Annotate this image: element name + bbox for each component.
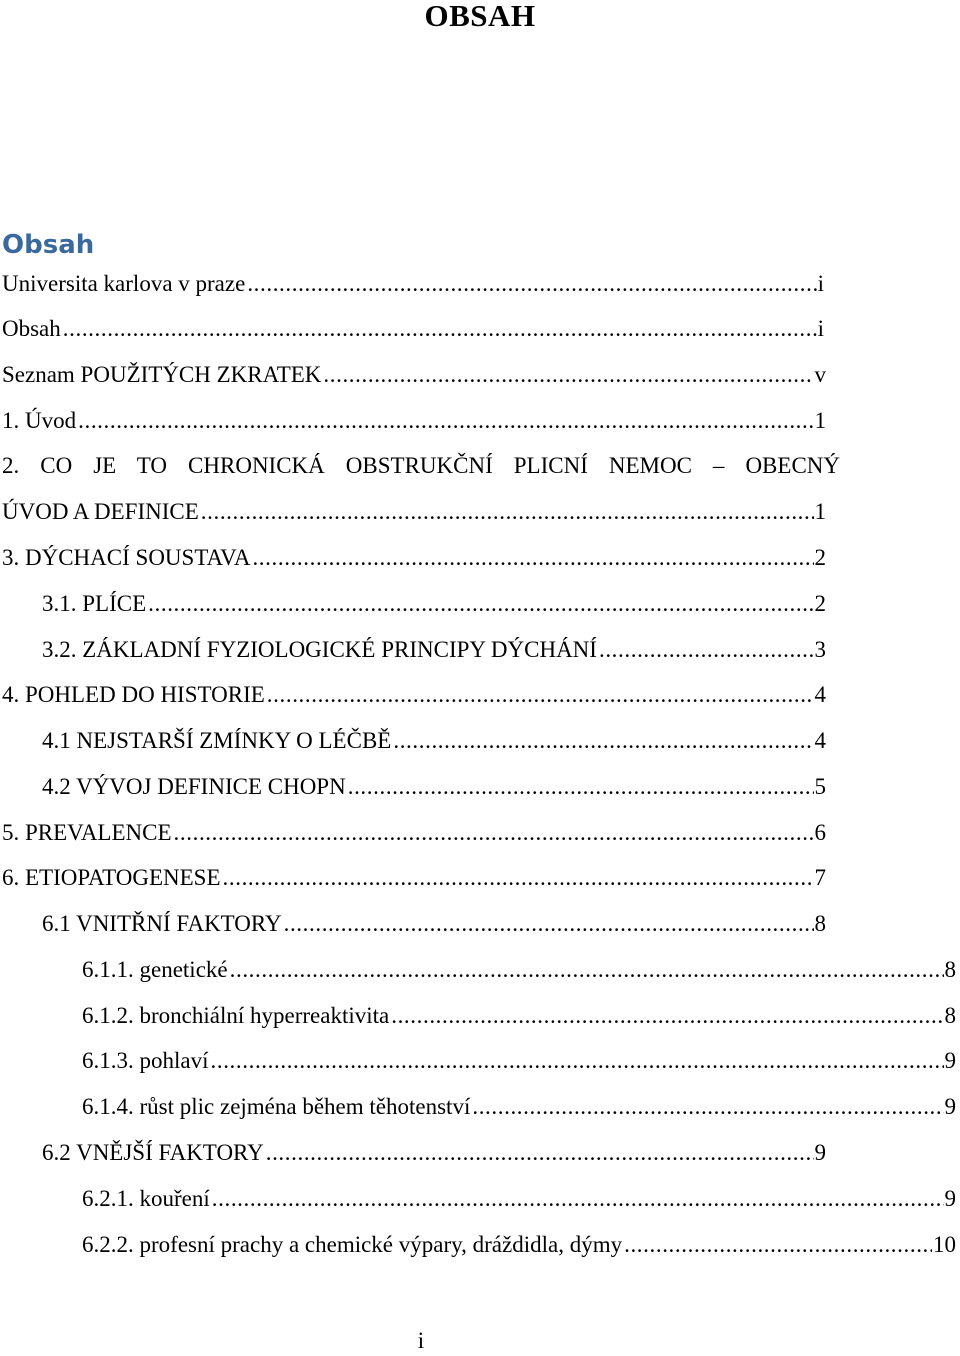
toc-leader-dots — [393, 725, 813, 757]
toc-leader-dots — [267, 679, 814, 711]
toc-heading: Obsah — [2, 230, 95, 260]
toc-entry-vnitrni-faktory[interactable] — [42, 908, 826, 940]
toc-entry-obsah[interactable] — [2, 313, 824, 345]
toc-leader-dots — [201, 496, 814, 528]
toc-entry-page: 9 — [944, 1186, 956, 1211]
toc-entry-label: 6.1.2. bronchiální hyperreaktivita — [82, 1003, 390, 1028]
page-number: i — [417, 1328, 425, 1353]
toc-entry-label: 4.1 NEJSTARŠÍ ZMÍNKY O LÉČBĚ — [42, 728, 392, 753]
toc-entry-label: 3. DÝCHACÍ SOUSTAVA — [2, 545, 251, 570]
toc-leader-dots — [348, 771, 814, 803]
toc-entry-rust-plic[interactable] — [82, 1091, 956, 1123]
toc-entry-chopn-line1[interactable]: 2. CO JE TO CHRONICKÁ OBSTRUKČNÍ PLICNÍ NEMOC – OBECNÝ — [2, 453, 840, 478]
toc-leader-dots — [252, 542, 813, 574]
toc-entry-label: ÚVOD A DEFINICE — [2, 499, 199, 524]
toc-leader-dots — [323, 359, 813, 391]
toc-entry-page: 1 — [814, 408, 826, 433]
toc-entry-vnejsi-faktory[interactable] — [42, 1137, 826, 1169]
toc-leader-dots — [247, 268, 816, 300]
toc-entry-prevalence[interactable] — [2, 817, 826, 849]
toc-leader-dots — [212, 1183, 944, 1215]
toc-entry-label: 1. Úvod — [2, 408, 77, 433]
toc-entry-label: 3.1. PLÍCE — [42, 591, 147, 616]
toc-entry-page: v — [814, 362, 826, 387]
toc-entry-label: 5. PREVALENCE — [2, 820, 172, 845]
toc-entry-page: 10 — [933, 1232, 956, 1257]
toc-leader-dots — [174, 817, 814, 849]
toc-leader-dots — [599, 634, 814, 666]
toc-entry-page: 5 — [814, 774, 826, 799]
toc-leader-dots — [284, 908, 814, 940]
toc-entry-label: 6.1.4. růst plic zejména během těhotenství — [82, 1094, 471, 1119]
toc-leader-dots — [211, 1045, 944, 1077]
toc-entry-label: Universita karlova v praze — [2, 271, 246, 296]
toc-leader-dots — [230, 954, 944, 986]
toc-leader-dots — [223, 862, 814, 894]
toc-entry-geneticke[interactable] — [82, 954, 956, 986]
toc-entry-profesni-prachy[interactable] — [82, 1229, 956, 1261]
toc-leader-dots — [266, 1137, 814, 1169]
toc-leader-dots — [472, 1091, 943, 1123]
toc-entry-page: 9 — [944, 1094, 956, 1119]
toc-entry-label: 6.2.2. profesní prachy a chemické výpary, dráždidla, dýmy — [82, 1232, 623, 1257]
toc-entry-plice[interactable] — [42, 588, 826, 620]
toc-entry-etiopatogenese[interactable] — [2, 862, 826, 894]
toc-entry-page: 6 — [814, 820, 826, 845]
toc-entry-seznam-zkratek[interactable] — [2, 359, 826, 391]
toc-leader-dots — [148, 588, 813, 620]
toc-entry-page: 4 — [814, 682, 826, 707]
toc-entry-label: 6.2 VNĚJŠÍ FAKTORY — [42, 1140, 264, 1165]
toc-entry-universita[interactable] — [2, 268, 824, 300]
toc-entry-bronchialni-hyperreaktivita[interactable] — [82, 1000, 956, 1032]
toc-entry-label: 6.1.3. pohlaví — [82, 1048, 209, 1073]
toc-entry-page: 8 — [814, 911, 826, 936]
toc-entry-label: 6.2.1. kouření — [82, 1186, 210, 1211]
toc-entry-label: Obsah — [2, 316, 61, 341]
toc-entry-label: 6.1.1. genetické — [82, 957, 228, 982]
toc-entry-page: 1 — [814, 499, 826, 524]
toc-entry-page: 3 — [814, 637, 826, 662]
toc-entry-chopn-line2[interactable] — [2, 496, 826, 528]
toc-entry-label: 3.2. ZÁKLADNÍ FYZIOLOGICKÉ PRINCIPY DÝCHÁNÍ — [42, 637, 597, 662]
toc-entry-uvod[interactable] — [2, 405, 826, 437]
toc-entry-label: 6. ETIOPATOGENESE — [2, 865, 221, 890]
toc-leader-dots — [63, 313, 817, 345]
toc-leader-dots — [78, 405, 813, 437]
toc-entry-page: i — [817, 316, 824, 341]
toc-entry-label: 6.1 VNITŘNÍ FAKTORY — [42, 911, 282, 936]
toc-entry-label: 4.2 VÝVOJ DEFINICE CHOPN — [42, 774, 346, 799]
toc-entry-page: 7 — [814, 865, 826, 890]
toc-entry-page: i — [817, 271, 824, 296]
toc-entry-page: 2 — [814, 545, 826, 570]
toc-entry-label: 4. POHLED DO HISTORIE — [2, 682, 265, 707]
toc-leader-dots — [624, 1229, 932, 1261]
toc-entry-vyvoj-definice[interactable] — [42, 771, 826, 803]
toc-entry-zakladni-principy[interactable] — [42, 634, 826, 666]
toc-entry-historie[interactable] — [2, 679, 826, 711]
toc-entry-page: 4 — [814, 728, 826, 753]
toc-entry-page: 9 — [944, 1048, 956, 1073]
toc-entry-page: 2 — [814, 591, 826, 616]
toc-entry-koureni[interactable] — [82, 1183, 956, 1215]
toc-entry-nejstarsi-zminky[interactable] — [42, 725, 826, 757]
toc-entry-page: 9 — [814, 1140, 826, 1165]
toc-entry-label: Seznam POUŽITÝCH ZKRATEK — [2, 362, 322, 387]
toc-entry-page: 8 — [944, 957, 956, 982]
toc-leader-dots — [391, 1000, 943, 1032]
toc-entry-pohlavi[interactable] — [82, 1045, 956, 1077]
page-title: OBSAH — [424, 0, 536, 33]
toc-entry-dychaci-soustava[interactable] — [2, 542, 826, 574]
toc-entry-page: 8 — [944, 1003, 956, 1028]
